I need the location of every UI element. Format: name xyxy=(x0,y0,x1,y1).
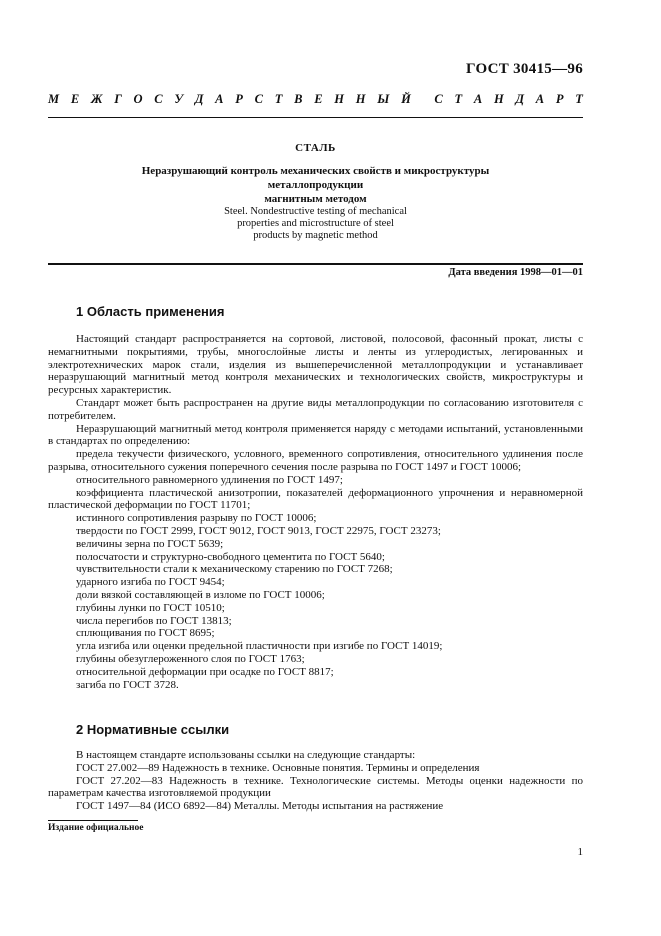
banner-letter: Н xyxy=(493,92,504,106)
list-item: ударного изгиба по ГОСТ 9454; xyxy=(76,576,225,589)
list-item: загиба по ГОСТ 3728. xyxy=(76,678,179,691)
document-title: СТАЛЬ xyxy=(295,142,336,154)
section-body-references xyxy=(48,749,583,813)
list-item: сплющивания по ГОСТ 8695; xyxy=(76,627,215,640)
banner-letter: Ж xyxy=(90,92,103,106)
list-item: коэффициента пластической анизотропии, показателей деформационного упрочнения и неравномерной пластической деформации по ГОСТ 11701; xyxy=(48,486,583,512)
banner-letter: Й xyxy=(401,92,411,106)
list-item: глубины лунки по ГОСТ 10510; xyxy=(76,601,225,614)
list-item: доли вязкой составляющей в изломе по ГОСТ 10006; xyxy=(76,588,325,601)
banner-letter: А xyxy=(535,92,545,106)
banner-letter: С xyxy=(254,92,263,106)
banner-letter: Д xyxy=(515,92,524,106)
list-item: глубины обезуглероженного слоя по ГОСТ 1763; xyxy=(76,652,305,665)
banner-letter: Т xyxy=(575,92,583,106)
section-heading-scope: 1 Область применения xyxy=(76,304,225,319)
paragraph: Стандарт может быть распространен на другие виды металлопродукции по согласованию изготовителя с потребителем. xyxy=(48,396,583,422)
list-item: числа перегибов по ГОСТ 13813; xyxy=(76,614,232,627)
english-title-line: Steel. Nondestructive testing of mechanical xyxy=(224,206,407,217)
banner-letter: Н xyxy=(355,92,366,106)
banner-letter: Т xyxy=(454,92,463,106)
english-title-line: products by magnetic method xyxy=(253,230,378,241)
list-item: предела текучести физического, условного, временного сопротивления, относительного удлинения после разрыва, относительного сужения поперечного сечения после разрыва по ГОСТ 1497 и ГОСТ 10006; xyxy=(48,448,583,473)
list-item: величины зерна по ГОСТ 5639; xyxy=(76,537,224,550)
banner-letter: С xyxy=(434,92,443,106)
english-title-line: properties and microstructure of steel xyxy=(237,218,394,229)
paragraph: Настоящий стандарт распространяется на сортовой, листовой, полосовой, фасонный прокат, листы с немагнитными покрытиями, трубы, многослойные листы и ленты из углеродистых, легированных и электротехнических марок стали, изделия из вышеперечисленной металлопродукции и устанавливает неразрушающий магнитный метод контроля механических и технологических свойств, микроструктуры и ресурсных характеристик. xyxy=(48,333,583,397)
reference-item: ГОСТ 1497—84 (ИСО 6892—84) Металлы. Методы испытания на растяжение xyxy=(76,800,444,813)
list-item: истинного сопротивления разрыву по ГОСТ 10006; xyxy=(76,512,317,525)
banner-letter: У xyxy=(174,92,184,106)
subtitle-line: Неразрушающий контроль механических свойств и микроструктуры металлопродукции xyxy=(141,165,490,191)
banner-letter: Р xyxy=(235,92,243,106)
banner-letter: Д xyxy=(194,92,204,106)
footer-divider xyxy=(48,820,138,821)
list-item: чувствительности стали к механическому старению по ГОСТ 7268; xyxy=(76,563,393,576)
banner-letter: С xyxy=(154,92,163,106)
list-item: полосчатости и структурно-свободного цементита по ГОСТ 5640; xyxy=(76,550,385,563)
banner-letter: Г xyxy=(114,92,122,106)
banner-letter: Т xyxy=(274,92,283,106)
list-item: относительного равномерного удлинения по ГОСТ 1497; xyxy=(76,473,343,486)
subtitle-line: магнитным методом xyxy=(264,193,367,205)
banner-letter: Н xyxy=(334,92,345,106)
banner-letter: А xyxy=(215,92,224,106)
standard-number: ГОСТ 30415—96 xyxy=(465,61,583,77)
paragraph: В настоящем стандарте использованы ссылки на следующие стандарты: xyxy=(76,749,416,761)
title-divider xyxy=(48,263,583,265)
reference-item: ГОСТ 27.002—89 Надежность в технике. Основные понятия. Термины и определения xyxy=(76,761,480,774)
banner-letter: Е xyxy=(70,92,80,106)
banner-letter: Р xyxy=(555,92,564,106)
banner-letter: Е xyxy=(314,92,323,106)
paragraph: Неразрушающий магнитный метод контроля применяется наряду с методами испытаний, установленными в стандартах по определению: xyxy=(48,422,583,448)
english-title xyxy=(200,206,431,242)
section-heading-references: 2 Нормативные ссылки xyxy=(76,722,230,737)
reference-item: ГОСТ 27.202—83 Надежность в технике. Технологические системы. Методы оценки надежности по параметрам качества изготовляемой продукции xyxy=(48,774,583,800)
header-divider xyxy=(48,117,583,118)
page-number: 1 xyxy=(577,846,583,858)
banner-letter: Ы xyxy=(377,92,390,106)
banner-letter: М xyxy=(48,92,60,106)
introduction-date: Дата введения 1998—01—01 xyxy=(448,267,583,278)
banner-letter: А xyxy=(473,92,483,106)
list-item: относительной деформации при осадке по ГОСТ 8817; xyxy=(76,665,334,678)
banner-letter: О xyxy=(133,92,143,106)
document-subtitle xyxy=(110,164,521,206)
list-item: твердости по ГОСТ 2999, ГОСТ 9012, ГОСТ 9013, ГОСТ 22975, ГОСТ 23273; xyxy=(76,524,441,537)
official-edition-label: Издание официальное xyxy=(48,823,144,833)
banner-letter: В xyxy=(294,92,303,106)
section-body-scope xyxy=(48,333,583,691)
interstate-standard-banner xyxy=(48,92,583,107)
list-item: угла изгиба или оценки предельной пластичности при изгибе по ГОСТ 14019; xyxy=(76,640,443,653)
